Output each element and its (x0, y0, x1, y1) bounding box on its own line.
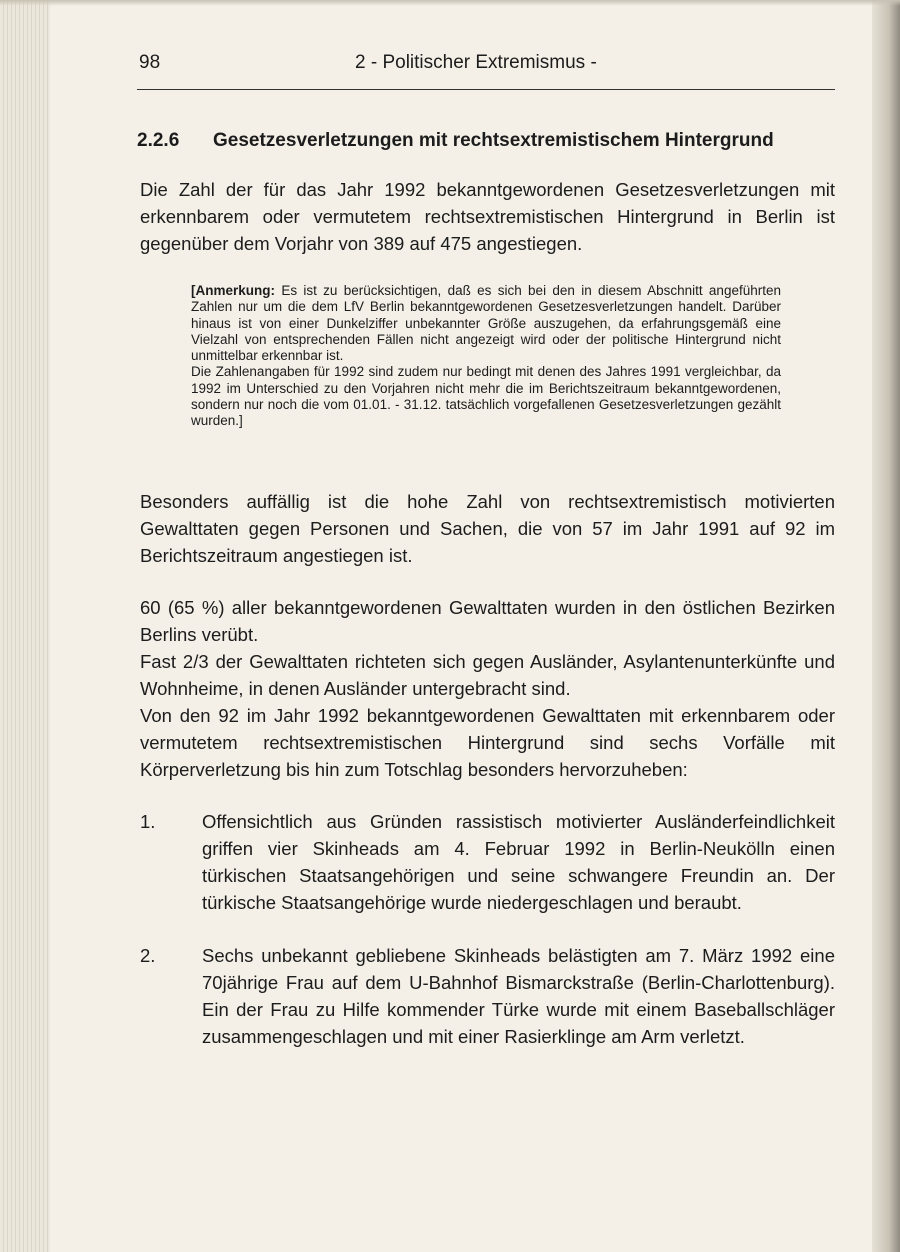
paragraph-highlight: Von den 92 im Jahr 1992 bekanntgewordenen Gewalttaten mit erkennbarem oder vermutetem rechtsextremistischen Hintergrund sind sechs Vorfälle mit Körperverletzung bis hin zum Totschlag besonders hervorzuheben: (140, 705, 835, 780)
incident-text: Offensichtlich aus Gründen rassistisch motivierter Ausländerfeindlichkeit griffen vier Skinheads am 4. Februar 1992 in Berlin-Neukölln einen türkischen Staatsangehörigen und seine schwangere Freundin an. Der türkische Staatsangehörige wurde niedergeschlagen und beraubt. (202, 811, 835, 913)
note-text-2: Die Zahlenangaben für 1992 sind zudem nur bedingt mit denen des Jahres 1991 vergleichbar, da 1992 im Unterschied zu den Vorjahren nicht mehr die im Berichtszeitraum bekanntgewordenen, sondern nur noch die vom 01.01. - 31.12. tatsächlich vorgefallenen Gesetzesverletzungen gezählt wurden.] (191, 364, 781, 429)
page-edge-right (872, 0, 900, 1252)
header-rule (137, 89, 835, 90)
note-text-1: Es ist zu berücksichtigen, daß es sich bei den in diesem Abschnitt angeführten Zahlen nur um die dem LfV Berlin bekanntgewordenen Gesetzesverletzungen handelt. Darüber hinaus ist von einer Dunkelziffer unbekannter Größe auszugehen, da erfahrungsgemäß eine Vielzahl von entsprechenden Fällen nicht angezeigt wird oder der politische Hintergrund nicht unmittelbar erkennbar ist. (191, 283, 781, 364)
incident-marker: 2. (140, 945, 156, 966)
incident-text: Sechs unbekannt gebliebene Skinheads belästigten am 7. März 1992 eine 70jährige Frau auf dem U-Bahnhof Bismarckstraße (Berlin-Charlottenburg). Ein der Frau zu Hilfe kommender Türke wurde mit einem Baseballschläger zusammengeschlagen und mit einer Rasierklinge am Arm verletzt. (202, 945, 835, 1047)
note-label: [Anmerkung: (191, 283, 275, 298)
paragraph-intro: Die Zahl der für das Jahr 1992 bekanntgewordenen Gesetzesverletzungen mit erkennbarem oder vermutetem rechtsextremistischen Hintergrund in Berlin ist gegenüber dem Vorjahr von 389 auf 475 angestiegen. (140, 179, 835, 254)
paragraph-foreigners: Fast 2/3 der Gewalttaten richteten sich gegen Ausländer, Asylantenunterkünfte und Wohnheime, in denen Ausländer untergebracht sind. (140, 651, 835, 699)
section-heading (137, 130, 774, 152)
incident-marker: 1. (140, 811, 156, 832)
section-number: 2.2.6 (137, 130, 180, 151)
page-edge-left (0, 0, 50, 1252)
section-title: Gesetzesverletzungen mit rechtsextremistischem Hintergrund (213, 130, 774, 151)
note-block (191, 283, 781, 430)
paragraph-east: 60 (65 %) aller bekanntgewordenen Gewalttaten wurden in den östlichen Bezirken Berlins verübt. (140, 597, 835, 645)
page-number: 98 (139, 52, 161, 73)
page-shadow-top (0, 0, 900, 6)
running-head: 2 - Politischer Extremismus - (355, 52, 597, 73)
paragraph-violence: Besonders auffällig ist die hohe Zahl von rechtsextremistisch motivierten Gewalttaten gegen Personen und Sachen, die von 57 im Jahr 1991 auf 92 im Berichtszeitraum angestiegen ist. (140, 491, 835, 566)
